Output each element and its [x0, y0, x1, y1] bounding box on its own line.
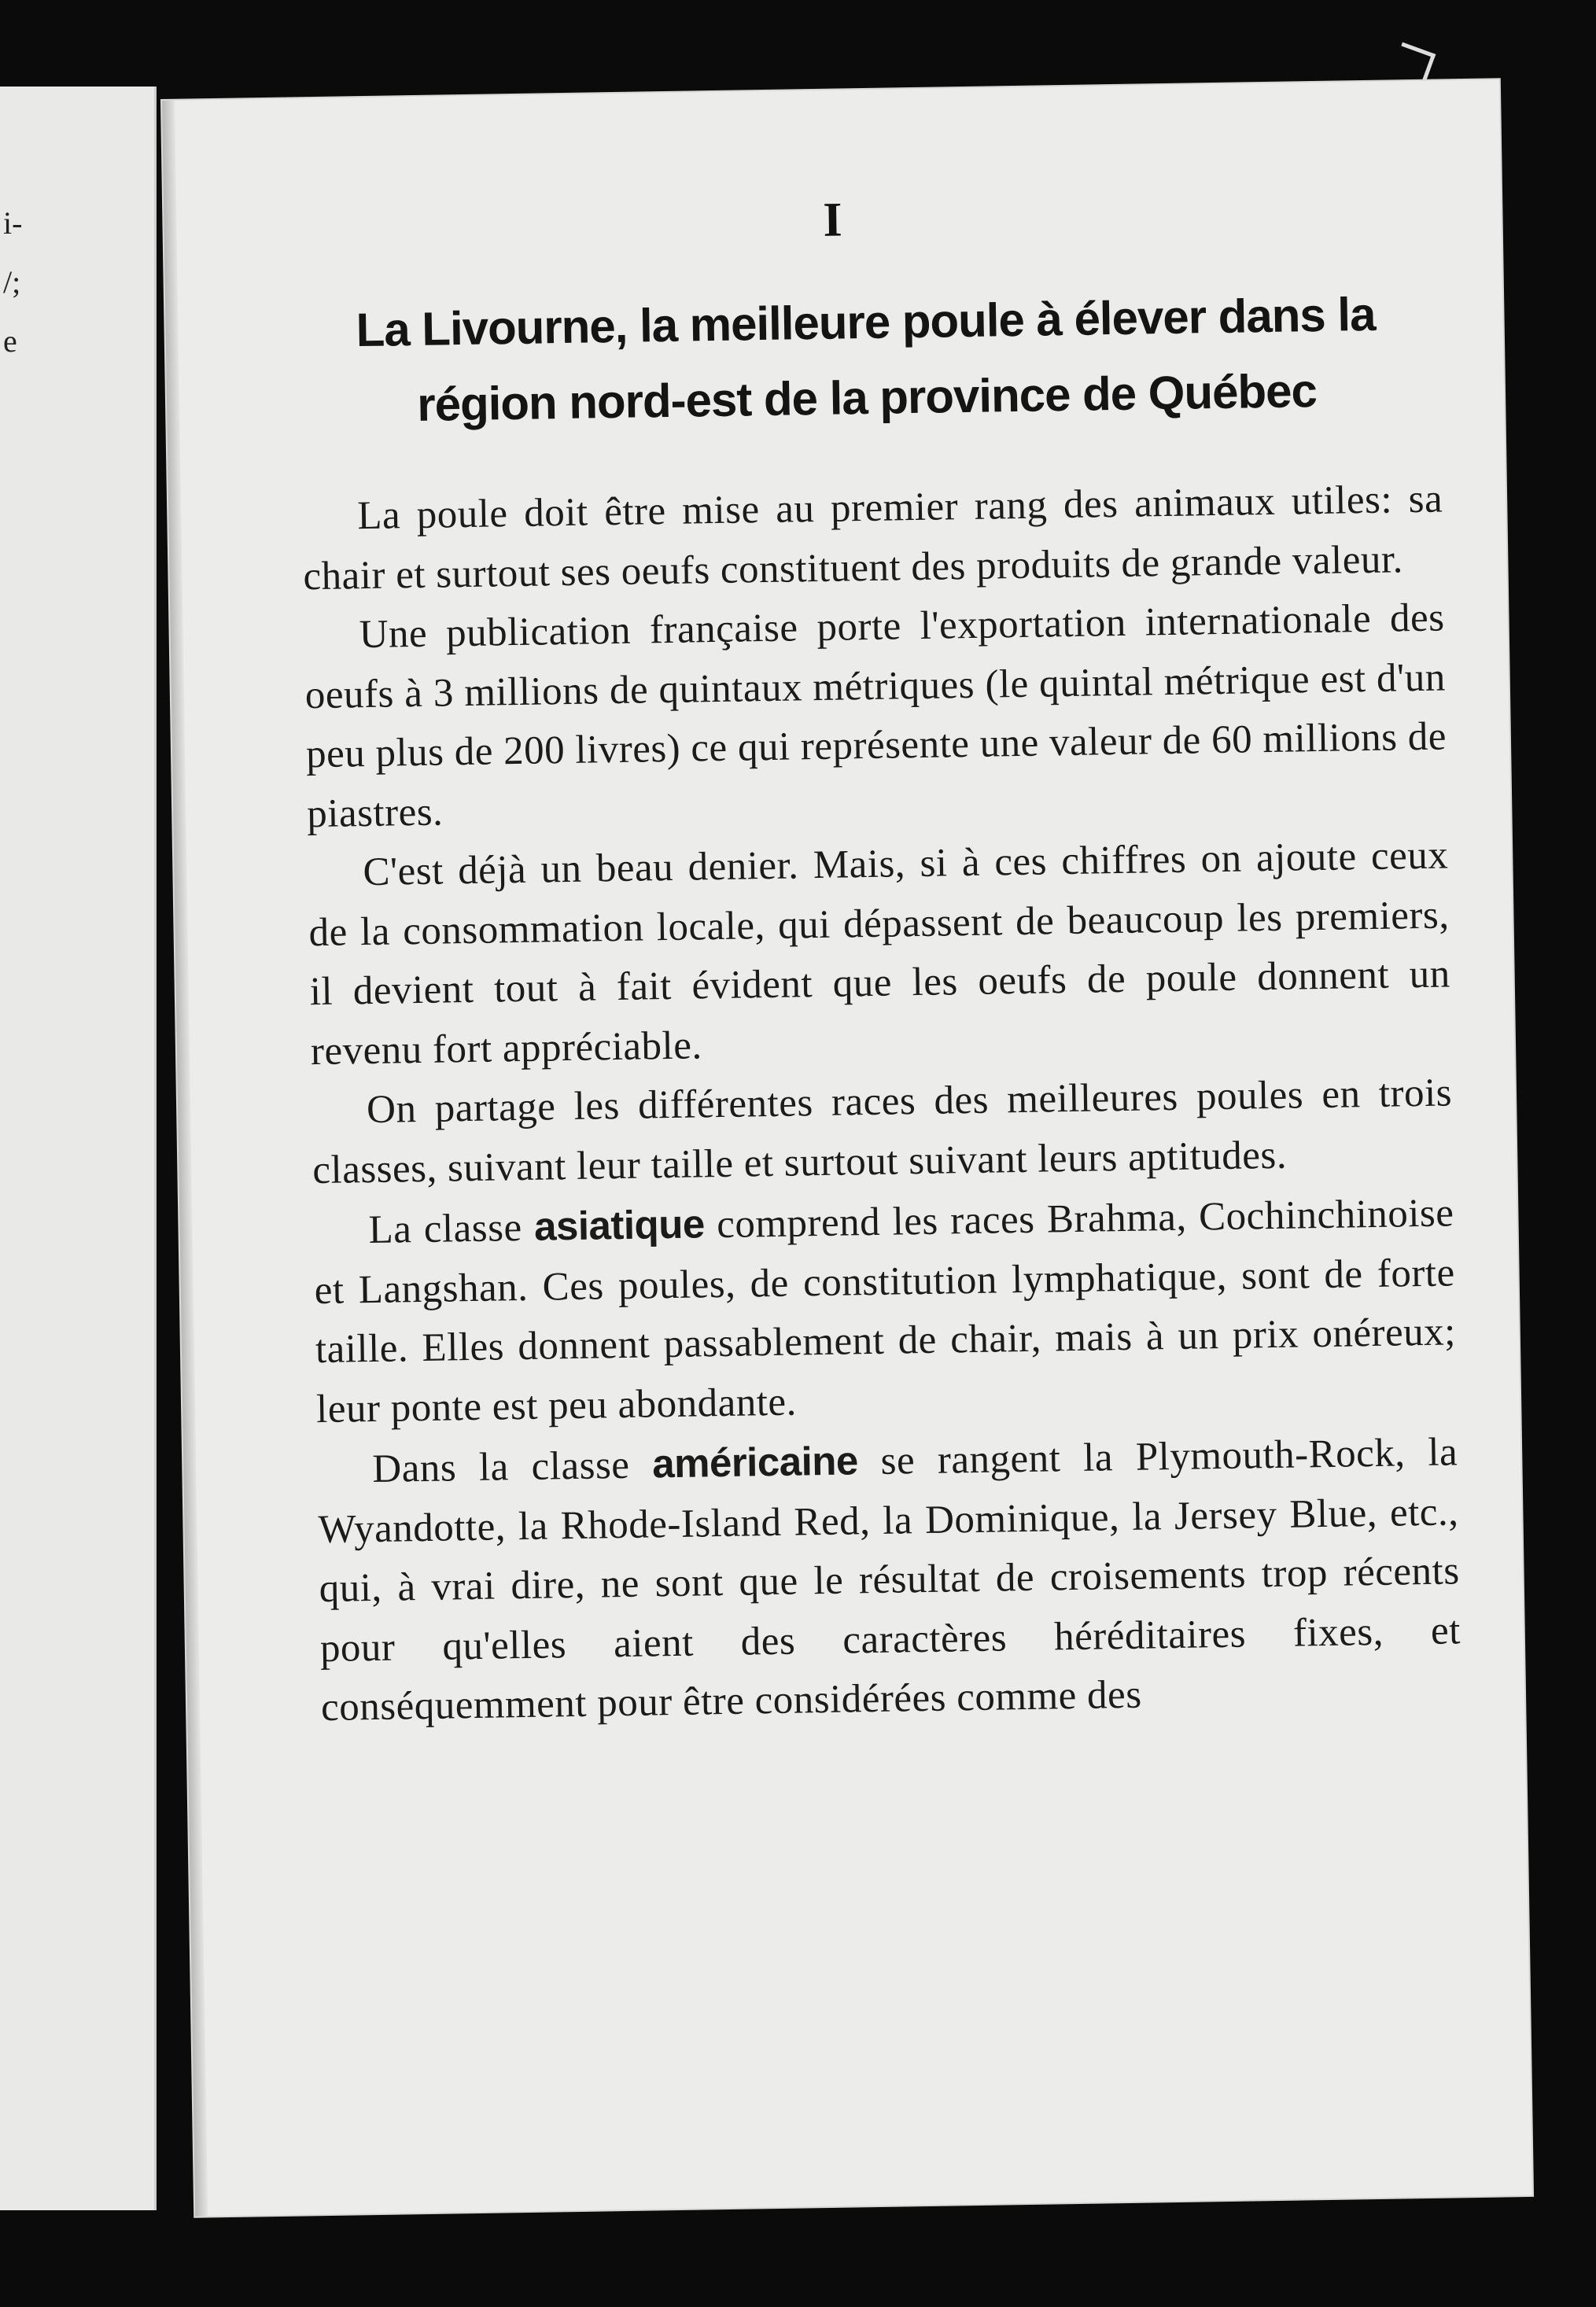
margin-fragment: i-	[3, 205, 23, 241]
margin-fragment: /;	[3, 264, 21, 300]
paragraph: On partage les différentes races des meilleures poules en trois classes, suivant leur taille et surtout suivant leurs aptitudes.	[311, 1071, 1453, 1192]
paragraph	[313, 1182, 1458, 1439]
chapter-title: La Livourne, la meilleure poule à élever dans la région nord-est de la province de Québec	[356, 287, 1376, 431]
facing-page-edge	[0, 87, 157, 2210]
page-gutter	[162, 101, 208, 2217]
chapter-number: I	[822, 193, 843, 247]
margin-fragment: e	[3, 323, 17, 359]
paragraph-text: se rangent la Plymouth-Rock, la Wyandotte, la Rhode-Island Red, la Dominique, la Jersey Blue, etc., qui, à vrai dire, ne sont que le résultat de croisements trop récents pour qu'elles aient des caractères héréditaires fixes, et conséquemment pour être considérées comme des	[318, 1430, 1461, 1730]
paragraph: La poule doit être mise au premier rang des animaux utiles: sa chair et surtout ses oeufs constituent des produits de grande valeur.	[303, 477, 1443, 599]
paragraph: Une publication française porte l'exportation internationale des oeufs à 3 millions de quintaux métriques (le quintal métrique est d'un peu plus de 200 livres) ce qui représente une valeur de 60 millions de piastres.	[304, 595, 1447, 836]
paragraph-text: La classe	[368, 1205, 535, 1253]
paragraph-text: comprend les races Brahma, Cochinchinoise et Langshan. Ces poules, de constitution lymphatique, sont de forte taille. Elles donnent passablement de chair, mais à un prix onéreux; leur ponte est peu abondante.	[314, 1191, 1457, 1432]
emphasized-term: asiatique	[533, 1201, 706, 1249]
paragraph	[317, 1421, 1462, 1738]
book-page	[162, 79, 1532, 2216]
paragraph: C'est déjà un beau denier. Mais, si à ces chiffres on ajoute ceux de la consommation locale, qui dépassent de beaucoup les premiers, il devient tout à fait évident que les oeufs de poule donnent un revenu fort appréciable.	[308, 833, 1451, 1074]
paragraph-text: Dans la classe	[371, 1443, 653, 1492]
body-text	[302, 470, 1462, 1738]
emphasized-term: américaine	[651, 1438, 859, 1487]
